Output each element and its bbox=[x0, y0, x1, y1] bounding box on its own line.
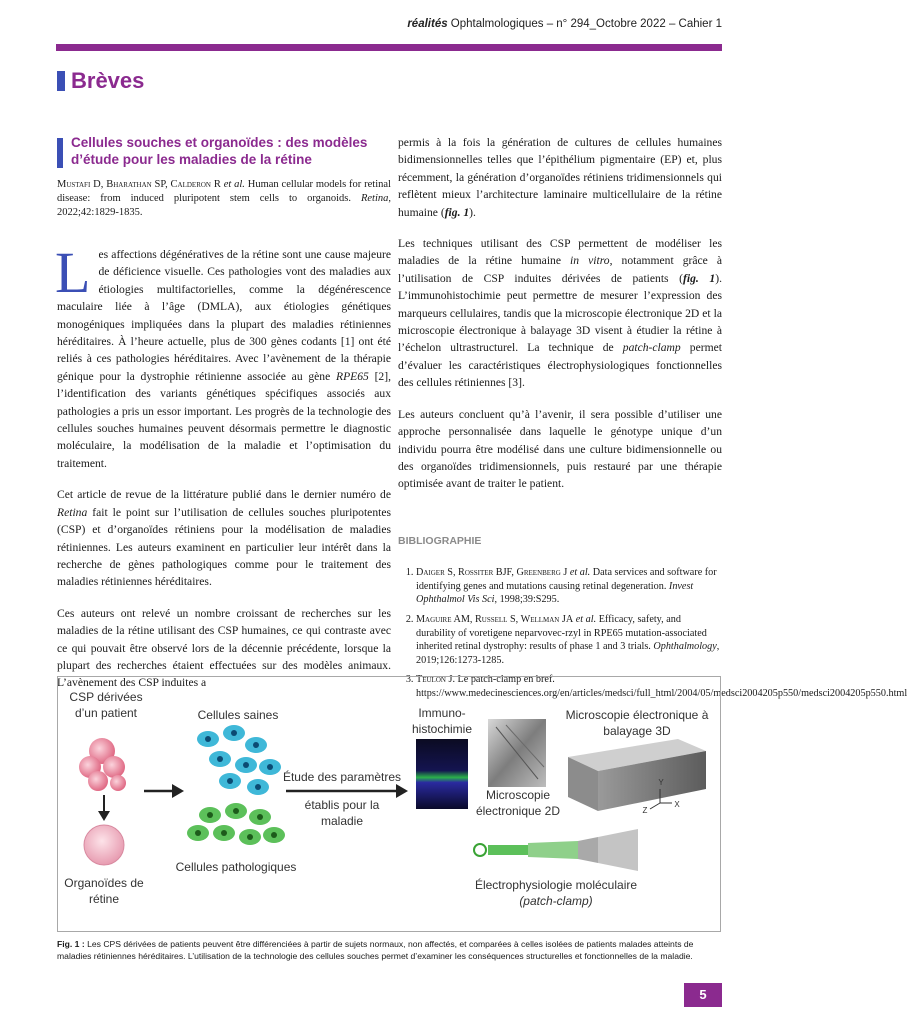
figure-caption bbox=[57, 938, 723, 962]
gene-name: RPE65 bbox=[335, 369, 369, 383]
paragraph-1 bbox=[55, 240, 391, 472]
reference-etal: et al. bbox=[220, 179, 245, 190]
immunohistochemistry-image bbox=[416, 739, 468, 809]
axis-y-label: Y bbox=[658, 778, 664, 787]
csp-label: CSP dérivées d’un patient bbox=[69, 690, 143, 720]
bib-volume: , 2019;126:1273-1285. bbox=[416, 641, 720, 666]
pathological-cells bbox=[187, 803, 285, 845]
article-reference bbox=[57, 178, 391, 220]
article-title-marker bbox=[57, 138, 63, 168]
figure-reference: fig. 1 bbox=[683, 271, 716, 285]
em2d-label: Microscopie électronique 2D bbox=[475, 788, 561, 818]
paragraph-2 bbox=[57, 486, 391, 590]
csp-cell-cluster bbox=[79, 738, 126, 791]
study-arrow-icon bbox=[286, 784, 408, 798]
bib-journal: Invest Ophthalmol Vis Sci bbox=[416, 580, 694, 606]
paragraph-1-text-a: es affections dégénératives de la rétine sont une cause majeure de déficience visuelle. Ces pathologies vont des maladies aux étiologies multifactorielles, comme la dégénérescence maculaire liée à l’âge (DMLA), aux étiologies génétiques monogéniques impliquées dans la plupart des maladies rétiniennes héréditaires. À l’heure actuelle, plus de 300 gènes codants [1] ont été reliés à ces pathologies héréditaires. Avec l’avènement de la thérapie génique pour la dystrophie rétinienne associée au gène bbox=[57, 248, 391, 383]
bib-authors: Teulon J. bbox=[416, 674, 455, 686]
bib-authors: Maguire AM, Russell S, Wellman JA bbox=[416, 613, 574, 625]
reference-journal: Retina bbox=[360, 193, 389, 204]
paragraph-3: Ces auteurs ont relevé un nombre croissant de recherches sur les maladies de la rétine utilisant des CSP humaines, ce qui contraste avec ce qui pouvait être observé lors de la décennie précédente, lorsque la plupart des recherches étaient effectuées sur des modèles animaux. L’avènement des CSP induites a bbox=[57, 606, 391, 690]
study-label-2: établis pour la maladie bbox=[304, 798, 380, 828]
patch-clamp-label: (patch-clamp) bbox=[519, 894, 593, 908]
csp-cell bbox=[110, 775, 126, 791]
bibliography-title: BIBLIOGRAPHIE bbox=[398, 534, 482, 547]
right-column bbox=[398, 134, 907, 706]
journal-name: Retina bbox=[57, 505, 88, 519]
ephys-label: Électrophysiologie moléculaire bbox=[474, 878, 638, 892]
article-title-block bbox=[57, 134, 391, 168]
sem-3d-block bbox=[568, 739, 706, 811]
paragraph-4 bbox=[398, 134, 722, 221]
axis-z-label: Z bbox=[642, 806, 648, 815]
paragraph-5-text-c: ). L’immunohistochimie peut permettre de mesurer l’expression des marqueurs cellulaires, tandis que la microscopie électronique 2D et la microscopie électronique à balayage 3D visent à étudier la rétine à l’échelon ultrastructurel. La technique de bbox=[398, 271, 722, 355]
bib-volume: , 1998;39:S295. bbox=[494, 594, 560, 606]
section-title: Brèves bbox=[71, 68, 145, 93]
paragraph-2-text-b: fait le point sur l’utilisation de cellules souches pluripotentes (CSP) et d’organoïdes rétiniens pour la modélisation de maladies rétiniennes. Les auteurs examinent en particulier leur intérêt dans la recherche de gènes pathologiques comme pour le traitement des maladies rétiniennes héréditaires. bbox=[57, 505, 391, 589]
paragraph-5-text-a: Les techniques utilisant des CSP permettent de modéliser les maladies de la rétine humaine bbox=[398, 237, 722, 268]
bibliography-item bbox=[416, 566, 722, 607]
page-number: 5 bbox=[684, 983, 722, 1007]
csp-cell bbox=[88, 771, 108, 791]
healthy-cells bbox=[197, 725, 281, 795]
paragraph-4-text-b: ). bbox=[469, 205, 476, 219]
down-arrow-icon bbox=[98, 795, 110, 821]
axis-x-label: X bbox=[674, 800, 680, 809]
figure-1 bbox=[57, 676, 721, 932]
bib-link-text[interactable]: Le patch-clamp en bref. https://www.medecinesciences.org/en/articles/medsci/full_html/2004/05/medsci2004205p550/medsci2004205p550.html bbox=[416, 674, 907, 699]
reference-title: Human cellular models for retinal disease: from induced pluripotent stem cells to organoids. bbox=[57, 179, 391, 204]
in-vitro-term: in vitro bbox=[570, 254, 610, 268]
study-label-1: Étude des paramètres bbox=[282, 770, 402, 784]
reference-volume: , 2022;42:1829-1835. bbox=[57, 193, 391, 218]
journal-issue: Ophtalmologiques – n° 294_Octobre 2022 – Cahier 1 bbox=[447, 18, 722, 30]
bib-etal: et al. bbox=[567, 567, 591, 579]
header-rule bbox=[56, 44, 722, 51]
article-title: Cellules souches et organoïdes : des modèles d’étude pour les maladies de la rétine bbox=[71, 135, 368, 167]
ihc-label: Immuno-histochimie bbox=[411, 706, 473, 736]
caption-label: Fig. 1 : bbox=[57, 939, 85, 949]
patch-clamp-term: patch-clamp bbox=[622, 341, 681, 355]
pathological-cells-label: Cellules pathologiques bbox=[175, 860, 297, 874]
bib-etal: et al. bbox=[573, 613, 597, 625]
paragraph-5 bbox=[398, 235, 722, 392]
bibliography-item bbox=[416, 613, 722, 667]
retinal-organoid bbox=[84, 825, 124, 865]
paragraph-6: Les auteurs concluent qu’à l’avenir, il sera possible d’utiliser une approche personnalisée dans laquelle le génotype unique d’un individu pourra être modélisé dans une culture bidimensionnelle ou des organoïdes tridimensionnels, puis restauré par une thérapie optimisée avant de traiter le patient. bbox=[398, 407, 722, 491]
running-header bbox=[0, 18, 722, 30]
csp-cell bbox=[103, 756, 125, 778]
patch-clamp-pipette-icon bbox=[474, 829, 638, 871]
organoid-label: Organoïdes de rétine bbox=[64, 876, 144, 906]
bib-authors: Daiger S, Rossiter BJF, Greenberg J bbox=[416, 567, 568, 579]
right-arrow-icon bbox=[144, 784, 184, 798]
bib-journal: Ophthalmology bbox=[653, 641, 717, 653]
paragraph-2-text-a: Cet article de revue de la littérature publié dans le dernier numéro de bbox=[57, 488, 391, 502]
bib-title: Efficacy, safety, and durability of voretigene neparvovec-rzyl in RPE65 mutation-associated inherited retinal dystrophy: results of phase 1 and 3 trials. bbox=[416, 613, 707, 653]
paragraph-5-text-d: permet d’évaluer les caractéristiques électrophysiologiques fonctionnelles des cellules rétiniennes [3]. bbox=[398, 341, 722, 390]
figure-reference: fig. 1 bbox=[444, 205, 470, 219]
paragraph-1-text-b: [2], l’identification des variants génétiques spécifiques associés aux pathologies a pris un essor important. Les progrès de la technologie des cellules souches humaines peuvent désormais permettre le diagnostic moléculaire, la modélisation de la maladie et l’optimisation du traitement. bbox=[57, 369, 391, 470]
healthy-cells-label: Cellules saines bbox=[197, 708, 279, 722]
bib-title: Data services and software for identifying genes and mutations causing retinal degeneration. bbox=[416, 567, 717, 592]
section-heading bbox=[57, 68, 144, 94]
paragraph-4-text-a: permis à la fois la génération de cultures de cellules humaines bidimensionnelles telles que l’épithélium pigmentaire (EP) et, plus récemment, la génération d’organoïdes rétiniens tridimensionnels qui reflètent mieux l’architecture laminaire multicellulaire de la rétine humaine ( bbox=[398, 136, 722, 219]
paragraph-5-text-b: , notamment grâce à l’utilisation de CSP induites dérivées de patients ( bbox=[398, 254, 723, 285]
caption-text: Les CPS dérivées de patients peuvent être différenciées à partir de sujets normaux, non affectés, et comparées à celles isolées de patients malades atteints de maladies rétiniennes héréditaires. L’utilisation de la technologie des cellules souches permet d’examiner les conséquences structurelles et fonctionnelles de la maladie. bbox=[57, 939, 694, 961]
sem3d-label: Microscopie électronique à balayage 3D bbox=[565, 708, 709, 738]
drop-cap: L bbox=[55, 240, 91, 305]
section-marker bbox=[57, 71, 65, 91]
reference-authors: Mustafi D, Bharathan SP, Calderon R bbox=[57, 179, 221, 190]
left-column bbox=[57, 134, 391, 706]
journal-brand: réalités bbox=[407, 18, 448, 30]
